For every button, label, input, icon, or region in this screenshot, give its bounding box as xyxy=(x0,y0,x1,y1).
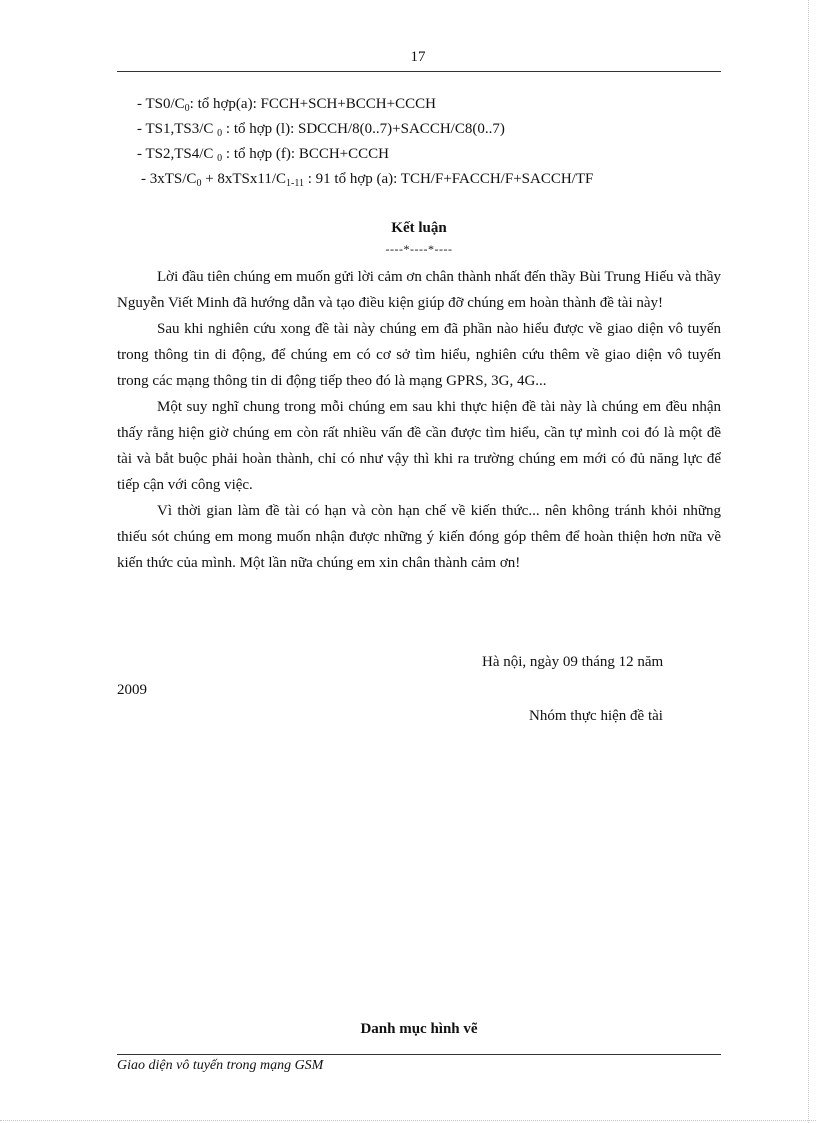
list-item: - $TS0/C_0$: tổ hợp(a): FCCH+SCH+BCCH+CCCH xyxy=(137,96,436,114)
paragraph: Vì thời gian làm đề tài có hạn và còn hạn chế về kiến thức... nên không tránh khỏi những thiếu sót chúng em mong muốn nhận được những ý kiến đóng góp thêm để hoàn thiện hơn nữa về kiến thức của mình. Một lần nữa chúng em xin chân thành cảm ơn! xyxy=(117,503,721,571)
paragraph: Lời đầu tiên chúng em muốn gửi lời cảm ơn chân thành nhất đến thầy Bùi Trung Hiếu và thầy Nguyễn Viết Minh đã hướng dẫn và tạo điều kiện giúp đỡ chúng em hoàn thành đề tài này! xyxy=(117,269,721,311)
conclusion-body xyxy=(117,264,721,576)
header-rule xyxy=(117,71,721,72)
next-section-title: Danh mục hình vẽ xyxy=(360,1021,478,1037)
timeslot-list xyxy=(137,94,721,194)
paragraph: Một suy nghĩ chung trong mỗi chúng em sau khi thực hiện đề tài này là chúng em đều nhận thấy rằng hiện giờ chúng em còn rất nhiều vấn đề cần được tìm hiểu, cần tự mình coi đó là một đề tài và bắt buộc phải hoàn thành, chỉ có như vậy thì khi ra trường chúng em mới có đủ năng lực để tiếp cận với công việc. xyxy=(117,399,721,493)
page-edge-right xyxy=(808,0,809,1123)
paragraph: Sau khi nghiên cứu xong đề tài này chúng em đã phần nào hiểu được về giao diện vô tuyến trong thông tin di động, để chúng em có cơ sở tìm hiểu, nghiên cứu thêm về giao diện vô tuyến trong các mạng thông tin di động tiếp theo đó là mạng GPRS, 3G, 4G... xyxy=(117,321,721,389)
title-decoration: ----*----*---- xyxy=(385,242,453,256)
footer-text: Giao diện vô tuyến trong mạng GSM xyxy=(117,1058,324,1073)
list-item: - TS1,TS3/C $_0$ : tổ hợp (l): SDCCH/8(0..7)+SACCH/C8(0..7) xyxy=(137,121,505,139)
closing-place-date: Hà nội, ngày 09 tháng 12 năm xyxy=(482,654,664,670)
page-number: 17 xyxy=(410,49,426,65)
section-title: Kết luận xyxy=(391,220,447,236)
page-edge-bottom xyxy=(0,1120,816,1121)
closing-year: 2009 xyxy=(117,682,147,698)
footer-rule xyxy=(117,1054,721,1055)
list-item: - TS2,TS4/C $_0$ : tổ hợp (f): BCCH+CCCH xyxy=(137,146,389,164)
closing-signature: Nhóm thực hiện đề tài xyxy=(529,708,663,724)
list-item: - $3xTS/C_0$ + $8xTSx11/C_{1-11}$ : 91 tổ hợp (a): TCH/F+FACCH/F+SACCH/TF xyxy=(141,171,594,189)
